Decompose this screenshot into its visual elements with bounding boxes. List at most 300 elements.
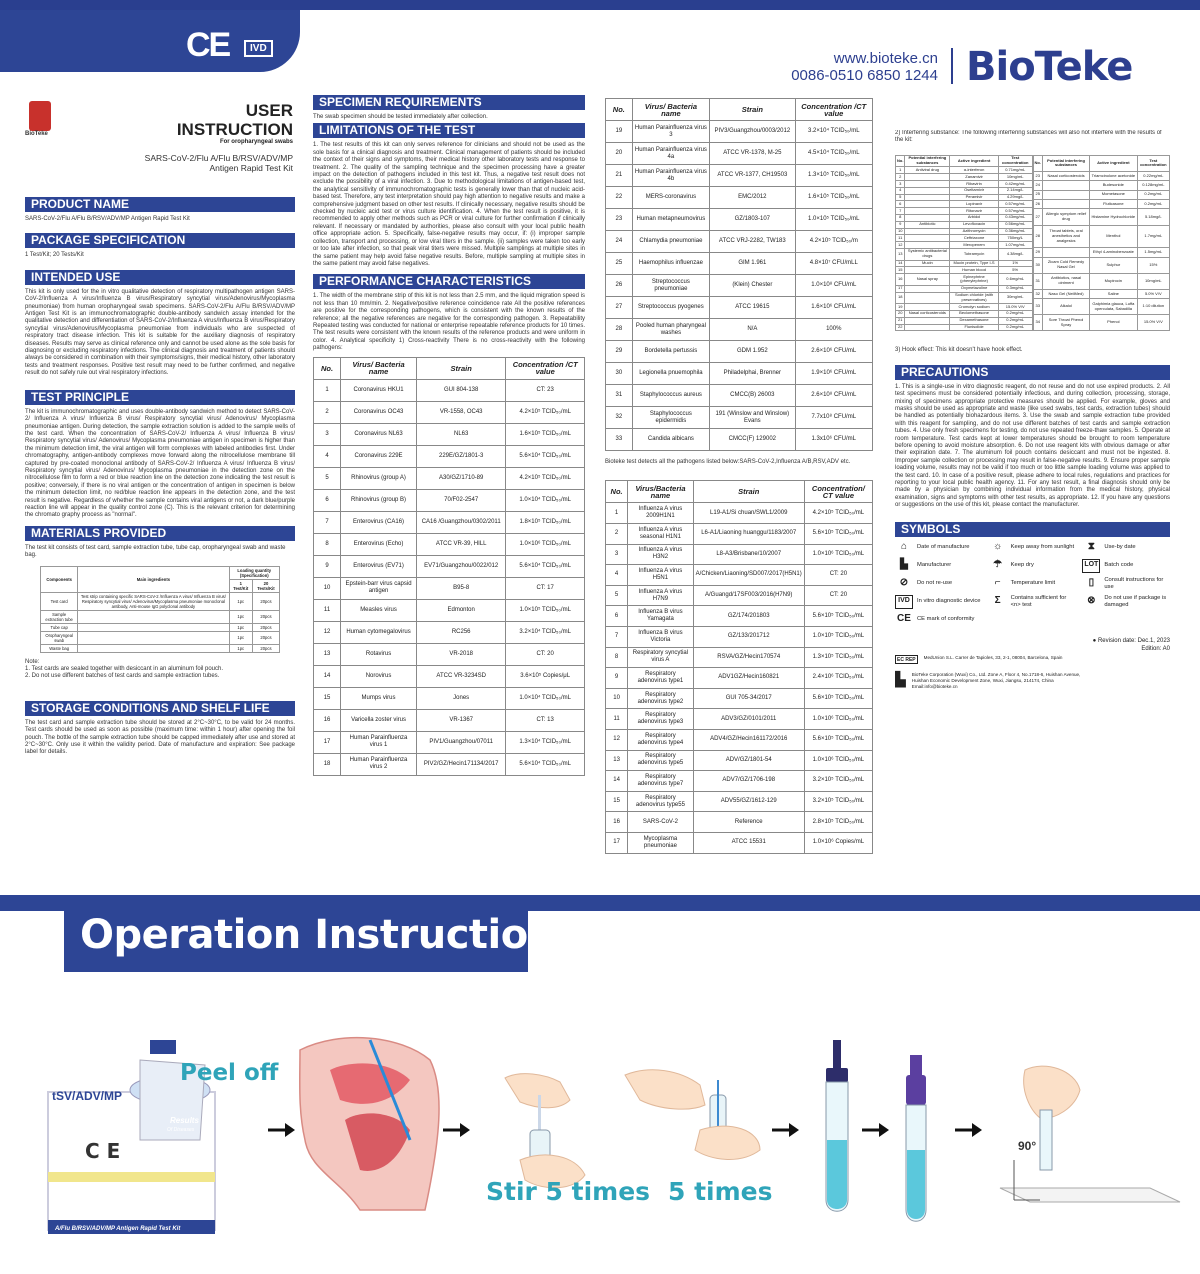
symbol-label: Date of manufacture — [917, 544, 970, 551]
table-cell: 3.2×10⁴ TCID₅₀/mL — [506, 621, 585, 643]
table-cell: 0.57mg/mL — [998, 201, 1032, 208]
table-cell: 3.6×10⁵ Copies/μL — [506, 665, 585, 687]
table-cell: N/A — [710, 319, 795, 341]
column-4 — [895, 130, 1170, 890]
column-2 — [313, 95, 585, 885]
tc-h-conc: Concentration/ CT value — [804, 481, 872, 503]
table-cell: Sore Throat Phenol Spray — [1042, 315, 1089, 331]
table-cell: 3.2×10⁵ TCID₅₀/mL — [804, 771, 872, 792]
table-cell: 29 — [1033, 248, 1042, 257]
table-row — [896, 285, 1033, 292]
table-cell: 0.56mg/mL — [998, 221, 1032, 228]
table-cell: 4.29mg/L — [998, 194, 1032, 201]
table-cell: VR-1367 — [416, 709, 505, 731]
table-cell: 17 — [606, 832, 628, 853]
it-h-no-r: No. — [1033, 155, 1042, 171]
table-cell: 0.36mg/mL — [998, 228, 1032, 235]
table-cell: B95-8 — [416, 577, 505, 599]
page-header — [0, 0, 1200, 92]
table-cell: Levofloxacin — [950, 221, 999, 228]
table-row — [41, 644, 280, 652]
table-cell: Staphylococcus aureus — [632, 385, 709, 407]
table-cell: Candida albicans — [632, 429, 709, 451]
table-cell: Coronavirus NL63 — [341, 423, 417, 445]
table-cell: 4.2×10⁵ TCID₅₀/mL — [506, 467, 585, 489]
table-row — [896, 248, 1033, 260]
table-cell: 15% — [1137, 257, 1169, 273]
arrow-icon — [443, 1123, 470, 1137]
section-materials: MATERIALS PROVIDED — [25, 526, 295, 541]
times-label: 5 times — [668, 1177, 773, 1206]
table-cell: Coronavirus 229E — [341, 445, 417, 467]
table-row — [896, 274, 1033, 286]
limitations-text: 1. The test results of this kit can only serves reference for clinicians and should not be used as the sole basis for a clinical diagnosis and treatment. Clinical management of patients should be included the context of their signs and symptoms, their medical history other laboratory tests and response to treatment. 2. The quality of the sampling technique and the specimen processing have a greater impact on the detection of pathogens included in this test kit. Thus, a negative test result does not exclude the possibility of a viral infection. 3. Due to methodological limitations of antigen-based test, the analytical sensitivity of immunochromatographic tests is generally lower than that of nucleic acid-based test. Therefore, any test interpretation should pay high attention to negative results and make a comprehensive judgment based on other test results. If clinically necessary, negative results should be checked by nucleic acid test or virus culture identification. 4. When the test result is positive, it is recommended to apply other methods such as PCR or viral culture for further confirmation if clinically relevant. If necessary or mandated by authorities, please also consult with your local public health office appropriate action. 5. Specifically, false-negative results may occur, if: (i) improper sample collection, transport and processing, or low viral titers in the sample. (ii) samples were taken too early or too late after infection, so that peak viral titers were missed. Multiple samplings at multiple sites in the same patient may help avoid false negative results. Before, multiple sampling at multiple sites in the same patient may avoid false negatives. — [313, 142, 585, 267]
table-cell: Human Parainfluenza virus 4b — [632, 165, 709, 187]
table-cell: 0.2mg/mL — [998, 310, 1032, 317]
damaged-package-icon: ⊗ — [1087, 595, 1096, 607]
table-row — [896, 260, 1033, 267]
it-h-pis-r: Potential interfering substances — [1042, 155, 1089, 171]
symbol-item — [895, 559, 983, 573]
table-cell: 27 — [606, 297, 633, 319]
table-cell: 19 — [896, 304, 905, 311]
kit-box-bottom-label: A/Flu B/RSV/ADV/MP Antigen Rapid Test Kit — [55, 1226, 181, 1232]
table-cell: 12 — [606, 729, 628, 750]
section-symbols: SYMBOLS — [895, 522, 1170, 537]
arrow-icon — [772, 1123, 799, 1137]
table-cell: 1.0×10⁴ TCID₅₀/mL — [506, 489, 585, 511]
table-row — [606, 165, 873, 187]
cross-reactivity-table-b — [605, 98, 873, 451]
table-cell: Triamcinolone acetonide — [1090, 171, 1138, 180]
table-cell: Respiratory adenovirus type4 — [628, 729, 694, 750]
table-cell: 33 — [606, 429, 633, 451]
table-row — [896, 167, 1033, 174]
table-cell: 7 — [314, 511, 341, 533]
table-cell: ATCC VR-1378, M-25 — [710, 143, 795, 165]
table-cell: Ceftriaxone — [950, 235, 999, 242]
diseases-text: Of Diseases — [167, 1127, 195, 1133]
table-cell: 8 — [606, 647, 628, 668]
table-cell: 4 — [314, 445, 341, 467]
thermometer-icon: ⌐ — [994, 577, 1001, 589]
table-cell: L6-A1/Liaoning huanggu/1183/2007 — [693, 524, 804, 545]
hourglass-icon: ⧗ — [1087, 541, 1095, 553]
table-cell — [905, 208, 950, 215]
table-cell: 5.6×10⁴ TCID₅₀/mL — [506, 555, 585, 577]
table-cell: 4.38mg/L — [998, 248, 1032, 260]
table-cell: Edmonton — [416, 599, 505, 621]
table-cell: 8 — [314, 533, 341, 555]
table-cell — [905, 194, 950, 201]
table-cell: 14 — [896, 260, 905, 267]
table-cell: 1.0×10⁶ TCID₅₀/mL — [506, 533, 585, 555]
table-cell: 5.6×10⁴ TCID₅₀/mL — [506, 445, 585, 467]
table-cell — [905, 174, 950, 181]
table-cell: Respiratory syncytial virus A — [628, 647, 694, 668]
table-cell: 2.4×10⁶ TCID₅₀/mL — [804, 668, 872, 689]
table-cell: Peramivir — [950, 194, 999, 201]
symbol-item — [989, 559, 1077, 573]
interfering-table-right — [1033, 155, 1171, 332]
ec-rep-text: MedUnion S.L. Carrer de Tapioles, 33, 2-1, 08004, Barcelona, Spain — [923, 654, 1063, 660]
table-cell: 1 — [896, 167, 905, 174]
symbol-label: Keep dry — [1010, 562, 1034, 569]
table-cell: 3 — [314, 423, 341, 445]
table-row — [896, 181, 1033, 188]
table-cell: Mucin — [905, 260, 950, 267]
table-cell: Test strip containing specific SARS-CoV-2 /Influenza A virus/ Influenza B virus/ Respiratory syncytial virus/ Adenovirus/Mycoplasma pneumoniae monoclonal antibody, Anti-mouse IgG polyclonal antibody — [78, 592, 229, 610]
table-row — [314, 621, 585, 643]
column-3 — [605, 98, 873, 888]
symbol-item — [1082, 541, 1170, 555]
table-cell: Pooled human pharyngeal washes — [632, 319, 709, 341]
symbol-item — [1082, 559, 1170, 573]
header-divider — [951, 48, 953, 84]
table-cell: 30mg/mL — [998, 292, 1032, 304]
table-cell: 1% — [998, 260, 1032, 267]
table-cell: Enterovirus (Echo) — [341, 533, 417, 555]
table-row — [896, 201, 1033, 208]
table-cell: 70/F02-2547 — [416, 489, 505, 511]
table-cell: Sulphur — [1090, 257, 1138, 273]
table-cell: Mumps virus — [341, 687, 417, 709]
table-cell: 18 — [896, 292, 905, 304]
table-cell: 16 — [606, 812, 628, 833]
table-row — [1033, 225, 1170, 248]
symbol-item — [895, 613, 983, 627]
table-cell: ADV3/GZ/0101/2011 — [693, 709, 804, 730]
section-specimen: SPECIMEN REQUIREMENTS — [313, 95, 585, 110]
table-cell: 24 — [1033, 181, 1042, 190]
table-cell: 1.0×10⁶ TCID₅₀/mL — [804, 750, 872, 771]
table-cell: EMC/2012 — [710, 187, 795, 209]
table-cell: 1.0×10⁶ Copies/mL — [804, 832, 872, 853]
table-row — [1033, 248, 1170, 257]
table-cell: GDM 1.952 — [710, 341, 795, 363]
table-cell: Staphylococcus epidermidis — [632, 407, 709, 429]
table-cell: 1.0×10⁶ TCID₅₀/mL — [804, 544, 872, 565]
table-cell: 25 — [606, 253, 633, 275]
phone-number: 0086-0510 6850 1244 — [791, 67, 938, 84]
table-cell: Rhinovirus (group A) — [341, 467, 417, 489]
table-cell: L19-A1/Si chuan/SWL1/2009 — [693, 503, 804, 524]
table-cell: RC256 — [416, 621, 505, 643]
table-cell — [905, 181, 950, 188]
table-row — [896, 174, 1033, 181]
table-cell — [905, 235, 950, 242]
column-1 — [25, 95, 295, 875]
table-cell: 0.2mg/mL — [998, 324, 1032, 331]
table-cell: 20pcs — [252, 644, 279, 652]
table-cell: Influenza A virus seasonal H1N1 — [628, 524, 694, 545]
table-cell: 20pcs — [252, 623, 279, 631]
table-row — [606, 363, 873, 385]
table-cell: 0.43mg/mL — [998, 214, 1032, 221]
table-cell: 750mg/L — [998, 235, 1032, 242]
package-text: 1 Test/Kit; 20 Tests/Kit — [25, 252, 84, 259]
sun-icon: ☼ — [993, 541, 1003, 553]
table-cell: 1.7mg/mL — [1137, 225, 1169, 248]
cross-reactivity-table-a — [313, 357, 585, 776]
section-storage: STORAGE CONDITIONS AND SHELF LIFE — [25, 701, 295, 716]
table-cell: 0.128mg/mL — [1137, 181, 1169, 190]
table-cell: Coronavirus HKU1 — [341, 379, 417, 401]
header-top-bar — [0, 0, 1200, 10]
table-cell: 1 — [314, 379, 341, 401]
ta-h-name: Virus/ Bacteria name — [341, 357, 417, 379]
table-cell: 20pcs — [252, 592, 279, 610]
table-cell: ADV/GZ/1801-54 — [693, 750, 804, 771]
capped-tube — [906, 1055, 926, 1221]
table-cell: VR-1558, OC43 — [416, 401, 505, 423]
table-row — [314, 643, 585, 665]
symbol-label: Temperature limit — [1010, 580, 1056, 587]
table-cell: L8-A3/Brisbane/10/2007 — [693, 544, 804, 565]
table-cell: Respiratory adenovirus type2 — [628, 688, 694, 709]
table-cell: Measles virus — [341, 599, 417, 621]
arrow-icon — [955, 1123, 982, 1137]
tb-h-conc: Concentration /CT value — [795, 99, 872, 121]
ec-rep-icon: EC REP — [897, 656, 916, 663]
table-cell: ATCC VR-1377, CH19503 — [710, 165, 795, 187]
title-line-2: INSTRUCTION — [176, 120, 293, 139]
table-cell: Ethyl 4-aminobenzoate — [1090, 248, 1138, 257]
table-cell: 2.6×10⁶ CFU/mL — [795, 341, 872, 363]
table-cell — [905, 214, 950, 221]
table-cell: 229E/GZ/1801-3 — [416, 445, 505, 467]
symbol-item — [1082, 595, 1170, 609]
table-cell: Oseltamivir — [950, 187, 999, 194]
table-cell: Phenol — [1090, 315, 1138, 331]
table-cell: 10 — [896, 228, 905, 235]
table-row — [606, 626, 873, 647]
symbol-item — [895, 541, 983, 555]
factory-icon: ▙ — [900, 559, 908, 571]
symbol-label: Manufacturer — [917, 562, 952, 569]
table-cell — [905, 285, 950, 292]
table-cell: Nasal corticosteroids — [1042, 171, 1089, 180]
table-cell: Jones — [416, 687, 505, 709]
section-performance: PERFORMANCE CHARACTERISTICS — [313, 274, 585, 289]
it-h-pis: Potential interfering substances — [905, 155, 950, 167]
table-cell: 0.71mg/mL — [998, 167, 1032, 174]
table-cell: 15 — [896, 267, 905, 274]
it-h-ai-r: Active ingredient — [1090, 155, 1138, 171]
table-cell: PIV3/Guangzhou/0003/2012 — [710, 121, 795, 143]
ivd-icon: IVD — [895, 595, 913, 609]
product-name-text: SARS-CoV-2/Flu A/Flu B/RSV/ADV/MP Antigen Rapid Test Kit — [25, 216, 190, 222]
tb-h-strain: Strain — [710, 99, 795, 121]
table-cell: Respiratory adenovirus type7 — [628, 771, 694, 792]
table-cell: GZ/174/201803 — [693, 606, 804, 627]
table-cell: Mycoplasma pneumoniae — [628, 832, 694, 853]
table-cell: GZ/1803-107 — [710, 209, 795, 231]
table-cell: Enterovirus (EV71) — [341, 555, 417, 577]
table-row — [606, 209, 873, 231]
table-cell: Lopinavir — [950, 201, 999, 208]
table-cell: Allergic symptom relief drug — [1042, 209, 1089, 225]
tc-h-name: Virus/Bacteria name — [628, 481, 694, 503]
table-cell: (Klein) Chester — [710, 275, 795, 297]
table-cell: 5.6×10⁵ TCID₅₀/mL — [804, 688, 872, 709]
symbol-label: Batch code — [1104, 562, 1134, 569]
table-cell: Mupirocin — [1090, 273, 1138, 289]
table-cell: 11 — [314, 599, 341, 621]
materials-note-3: 2. Do not use different batches of test cards and sample extraction tubes. — [25, 673, 220, 680]
table-cell: Ribavirin — [950, 181, 999, 188]
table-cell: 12 — [896, 242, 905, 249]
table-cell: Azithromycin — [950, 228, 999, 235]
table-cell: 21 — [896, 317, 905, 324]
table-cell — [1042, 181, 1089, 190]
table-cell: Test card — [41, 592, 78, 610]
table-row — [896, 214, 1033, 221]
symbol-label: Do not use if package is damaged — [1104, 595, 1167, 608]
table-cell: Legionella pnuemophila — [632, 363, 709, 385]
table-cell: 3 — [606, 544, 628, 565]
table-cell: 4.2×10⁵ TCID₅₀/mL — [506, 401, 585, 423]
mt-h-20: 20 Tests/Kit — [252, 579, 279, 592]
arrow-icon — [862, 1123, 889, 1137]
table-cell — [78, 623, 229, 631]
table-cell — [905, 228, 950, 235]
table-row — [606, 429, 873, 451]
symbol-item — [989, 577, 1077, 591]
table-cell: Mometasone — [1090, 190, 1138, 199]
table-cell: Zicam Cold Remedy Nasal Gel — [1042, 257, 1089, 273]
table-cell: 6 — [606, 606, 628, 627]
table-cell: 21 — [606, 165, 633, 187]
table-cell: 1pc — [229, 623, 252, 631]
factory-outline-icon: ⌂ — [900, 541, 908, 553]
table-cell: 22 — [896, 324, 905, 331]
table-row — [606, 709, 873, 730]
table-cell: 30 — [606, 363, 633, 385]
tc-h-strain: Strain — [693, 481, 804, 503]
mt-h-main: Main ingredients — [78, 566, 229, 592]
table-cell: 1pc — [229, 631, 252, 644]
ec-rep-block — [895, 655, 1170, 664]
table-cell: 15 — [606, 791, 628, 812]
table-row — [606, 319, 873, 341]
angle-label: 90° — [1018, 1139, 1037, 1153]
table-row — [606, 341, 873, 363]
ta-h-no: No. — [314, 357, 341, 379]
table-cell — [905, 267, 950, 274]
table-row — [1033, 200, 1170, 209]
table-cell: 22 — [606, 187, 633, 209]
table-cell: 5.6×10⁵ TCID₅₀/mL — [804, 606, 872, 627]
title-line-1: USER — [245, 101, 293, 120]
table-row — [896, 194, 1033, 201]
ta-h-strain: Strain — [416, 357, 505, 379]
detects-text: Bioteke test detects all the pathogens listed below:SARS-CoV-2,Influenza A/B,RSV,ADV etc. — [605, 459, 851, 465]
table-row — [1033, 289, 1170, 298]
table-cell: Streptococcus pneumoniae — [632, 275, 709, 297]
table-cell: 31 — [1033, 273, 1042, 289]
detection-table — [605, 480, 873, 853]
section-intended-use: INTENDED USE — [25, 270, 295, 285]
table-cell: Human Parainfluenza virus 3 — [632, 121, 709, 143]
table-cell: Throat tablets, oral anesthetics and analgesics — [1042, 225, 1089, 248]
table-cell: 11 — [896, 235, 905, 242]
table-row — [896, 292, 1033, 304]
mt-h-components: Components — [41, 566, 78, 592]
table-cell: 17 — [896, 285, 905, 292]
table-cell: 1.0×10⁵ TCID₅₀/mL — [506, 599, 585, 621]
materials-note-2: 1. Test cards are sealed together with desiccant in an aluminum foil pouch. — [25, 666, 223, 672]
table-cell: 10mg/mL — [1137, 273, 1169, 289]
table-cell: 1.0×10⁴ TCID₅₀/mL — [506, 687, 585, 709]
table-cell: 13 — [314, 643, 341, 665]
section-limitations: LIMITATIONS OF THE TEST — [313, 123, 585, 138]
table-cell: A/Chicken/Liaoning/SD007/2017(H5N1) — [693, 565, 804, 586]
table-cell: Bordetella pertussis — [632, 341, 709, 363]
umbrella-icon: ☂ — [993, 559, 1003, 571]
product-title-line-1: SARS-CoV-2/Flu A/Flu B/RSV/ADV/MP — [144, 153, 293, 163]
table-cell: VR-2018 — [416, 643, 505, 665]
table-cell: 20pcs — [252, 610, 279, 623]
table-cell: 15 — [314, 687, 341, 709]
lot-icon: LOT — [1082, 559, 1100, 573]
table-cell: Saline — [1090, 289, 1138, 298]
table-cell: 4.2×10⁵ TCID₅₀/m — [795, 231, 872, 253]
table-cell: PIV1/Guangzhou/07011 — [416, 731, 505, 753]
table-row — [606, 565, 873, 586]
table-cell — [905, 304, 950, 311]
table-cell: 1.0×10⁵ TCID₅₀/mL — [804, 626, 872, 647]
table-cell: Influenza A virus H7N9 — [628, 585, 694, 606]
table-row — [314, 467, 585, 489]
table-cell: 24 — [606, 231, 633, 253]
table-row — [314, 555, 585, 577]
table-cell: 1.6×10⁵ TCID₅₀/mL — [795, 187, 872, 209]
website-url[interactable]: www.bioteke.cn — [833, 50, 938, 67]
table-cell: 10 — [314, 577, 341, 599]
table-cell: 1.3×10⁴ TCID₅₀/mL — [506, 731, 585, 753]
table-cell: 2.8×10⁵ TCID₅₀/mL — [804, 812, 872, 833]
table-cell: Systemic antibacterial drugs — [905, 248, 950, 260]
table-cell: 191 (Winslow and Winslow) Evans — [710, 407, 795, 429]
symbol-item — [895, 577, 983, 591]
peel-off-label: Peel off — [180, 1060, 279, 1086]
table-cell: 0.3mg/mL — [998, 285, 1032, 292]
table-cell: Influenza A virus H5N1 — [628, 565, 694, 586]
table-cell: Antibiotic — [905, 221, 950, 228]
table-cell: 32 — [1033, 289, 1042, 298]
table-row — [606, 812, 873, 833]
table-cell: Human blood — [950, 267, 999, 274]
table-row — [606, 647, 873, 668]
table-row — [314, 599, 585, 621]
table-cell: 1.5mg/mL — [1137, 248, 1169, 257]
table-row — [896, 324, 1033, 331]
table-cell: Sample extraction tube — [41, 610, 78, 623]
mt-h-loading: Loading quantity (Specification) — [229, 566, 280, 579]
table-cell: CMCC(B) 26003 — [710, 385, 795, 407]
table-cell: Philadelphai, Brenner — [710, 363, 795, 385]
table-cell: Antibiotics, nasal ointment — [1042, 273, 1089, 289]
table-row — [314, 709, 585, 731]
table-cell: 34 — [1033, 315, 1042, 331]
table-row — [896, 228, 1033, 235]
table-cell: 10 — [606, 688, 628, 709]
table-row — [41, 631, 280, 644]
intended-use-text: This kit is only used for the in vitro qualitative detection of respiratory multipathogen antigen SARS-CoV-2/Influenza A virus/Influenza B virus/Respiratory syncytial virus/Adenovirus/Mycoplasma pneumoniae) from human oropharyngeal swab specimens. SARS-CoV-2/Flu A/Flu B/RSV/ADV/MP Antigen Test Kit is an immunochromatographic double-antibody sandwich assay intended for the qualitative detection and differentiation of SARS-CoV-2/Influenza A virus/Influenza B virus/Respiratory syncytial virus/Adenovirus/Mycoplasma pneumoniae from individuals who are suspected of respiratory tract disease infection. This kit is suitable for the auxiliary diagnosis of respiratory diseases. Results may serve as clinical reference only and cannot be used alone as the sole basis for diagnosing or excluding respiratory infections. The clinical diagnosis and treatment of patients should always be considered in combination with their symptoms/signs, their medical history, other laboratory tests and treatment responses. Positive test result may need to be further confirmed, and negative result do not safely rule out viral respiratory infections. — [25, 288, 295, 377]
logo-label: BioTeke — [25, 131, 48, 137]
table-cell: Antiviral drug — [905, 167, 950, 174]
